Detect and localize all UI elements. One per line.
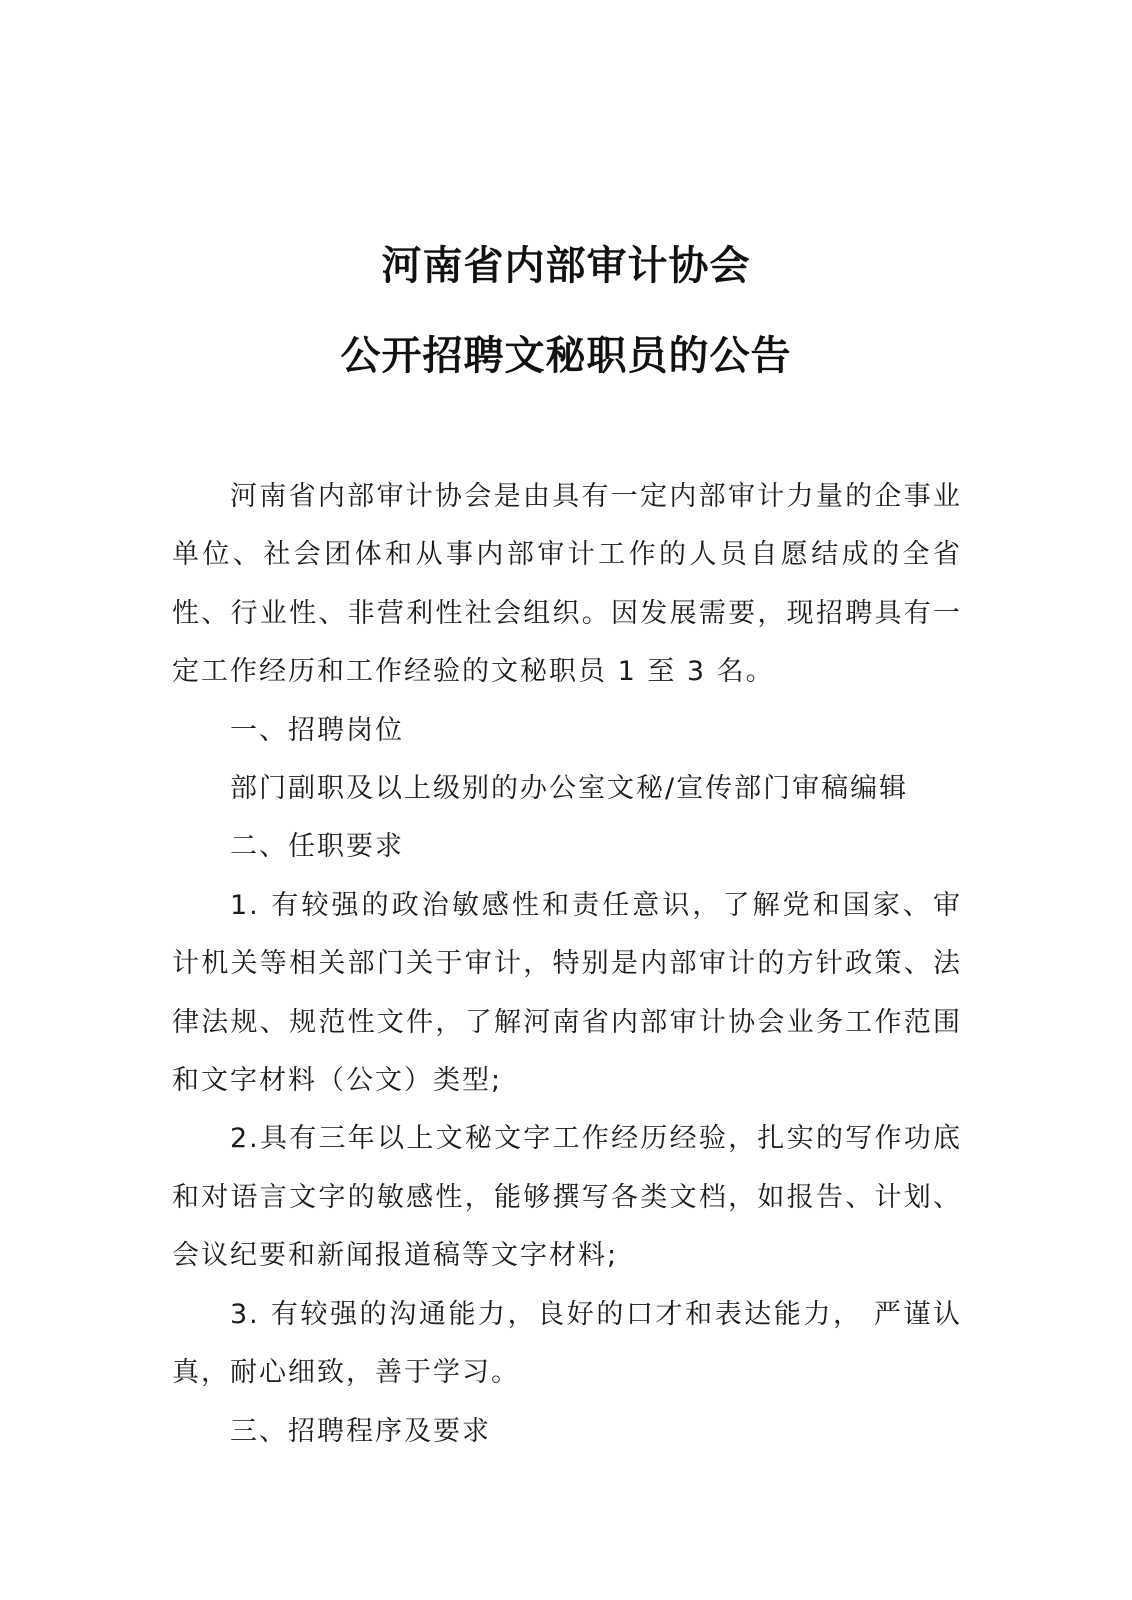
document-body — [172, 468, 962, 1461]
section-heading-requirements: 二、任职要求 — [230, 831, 404, 863]
document-title-line1: 河南省内部审计协会 — [381, 242, 751, 289]
document-title-line2: 公开招聘文秘职员的公告 — [340, 332, 792, 379]
section-heading-positions: 一、招聘岗位 — [230, 714, 404, 746]
requirement-item: 2.具有三年以上文秘文字工作经历经验，扎实的写作功底和对语言文字的敏感性，能够撰写各类文档，如报告、计划、会议纪要和新闻报道稿等文字材料; — [172, 1123, 962, 1272]
positions-text: 部门副职及以上级别的办公室文秘/宣传部门审稿编辑 — [230, 773, 909, 805]
section-heading-procedure: 三、招聘程序及要求 — [230, 1415, 491, 1447]
intro-paragraph: 河南省内部审计协会是由具有一定内部审计力量的企事业单位、社会团体和从事内部审计工作的人员自愿结成的全省性、行业性、非营利性社会组织。因发展需要，现招聘具有一定工作经历和工作经验的文秘职员 1 至 3 名。 — [172, 481, 962, 688]
requirement-item: 1. 有较强的政治敏感性和责任意识，了解党和国家、审计机关等相关部门关于审计，特别是内部审计的方针政策、法律法规、规范性文件，了解河南省内部审计协会业务工作范围和文字材料（公文）类型; — [172, 889, 962, 1097]
requirement-item: 3. 有较强的沟通能力，良好的口才和表达能力， 严谨认真，耐心细致，善于学习。 — [172, 1298, 962, 1389]
